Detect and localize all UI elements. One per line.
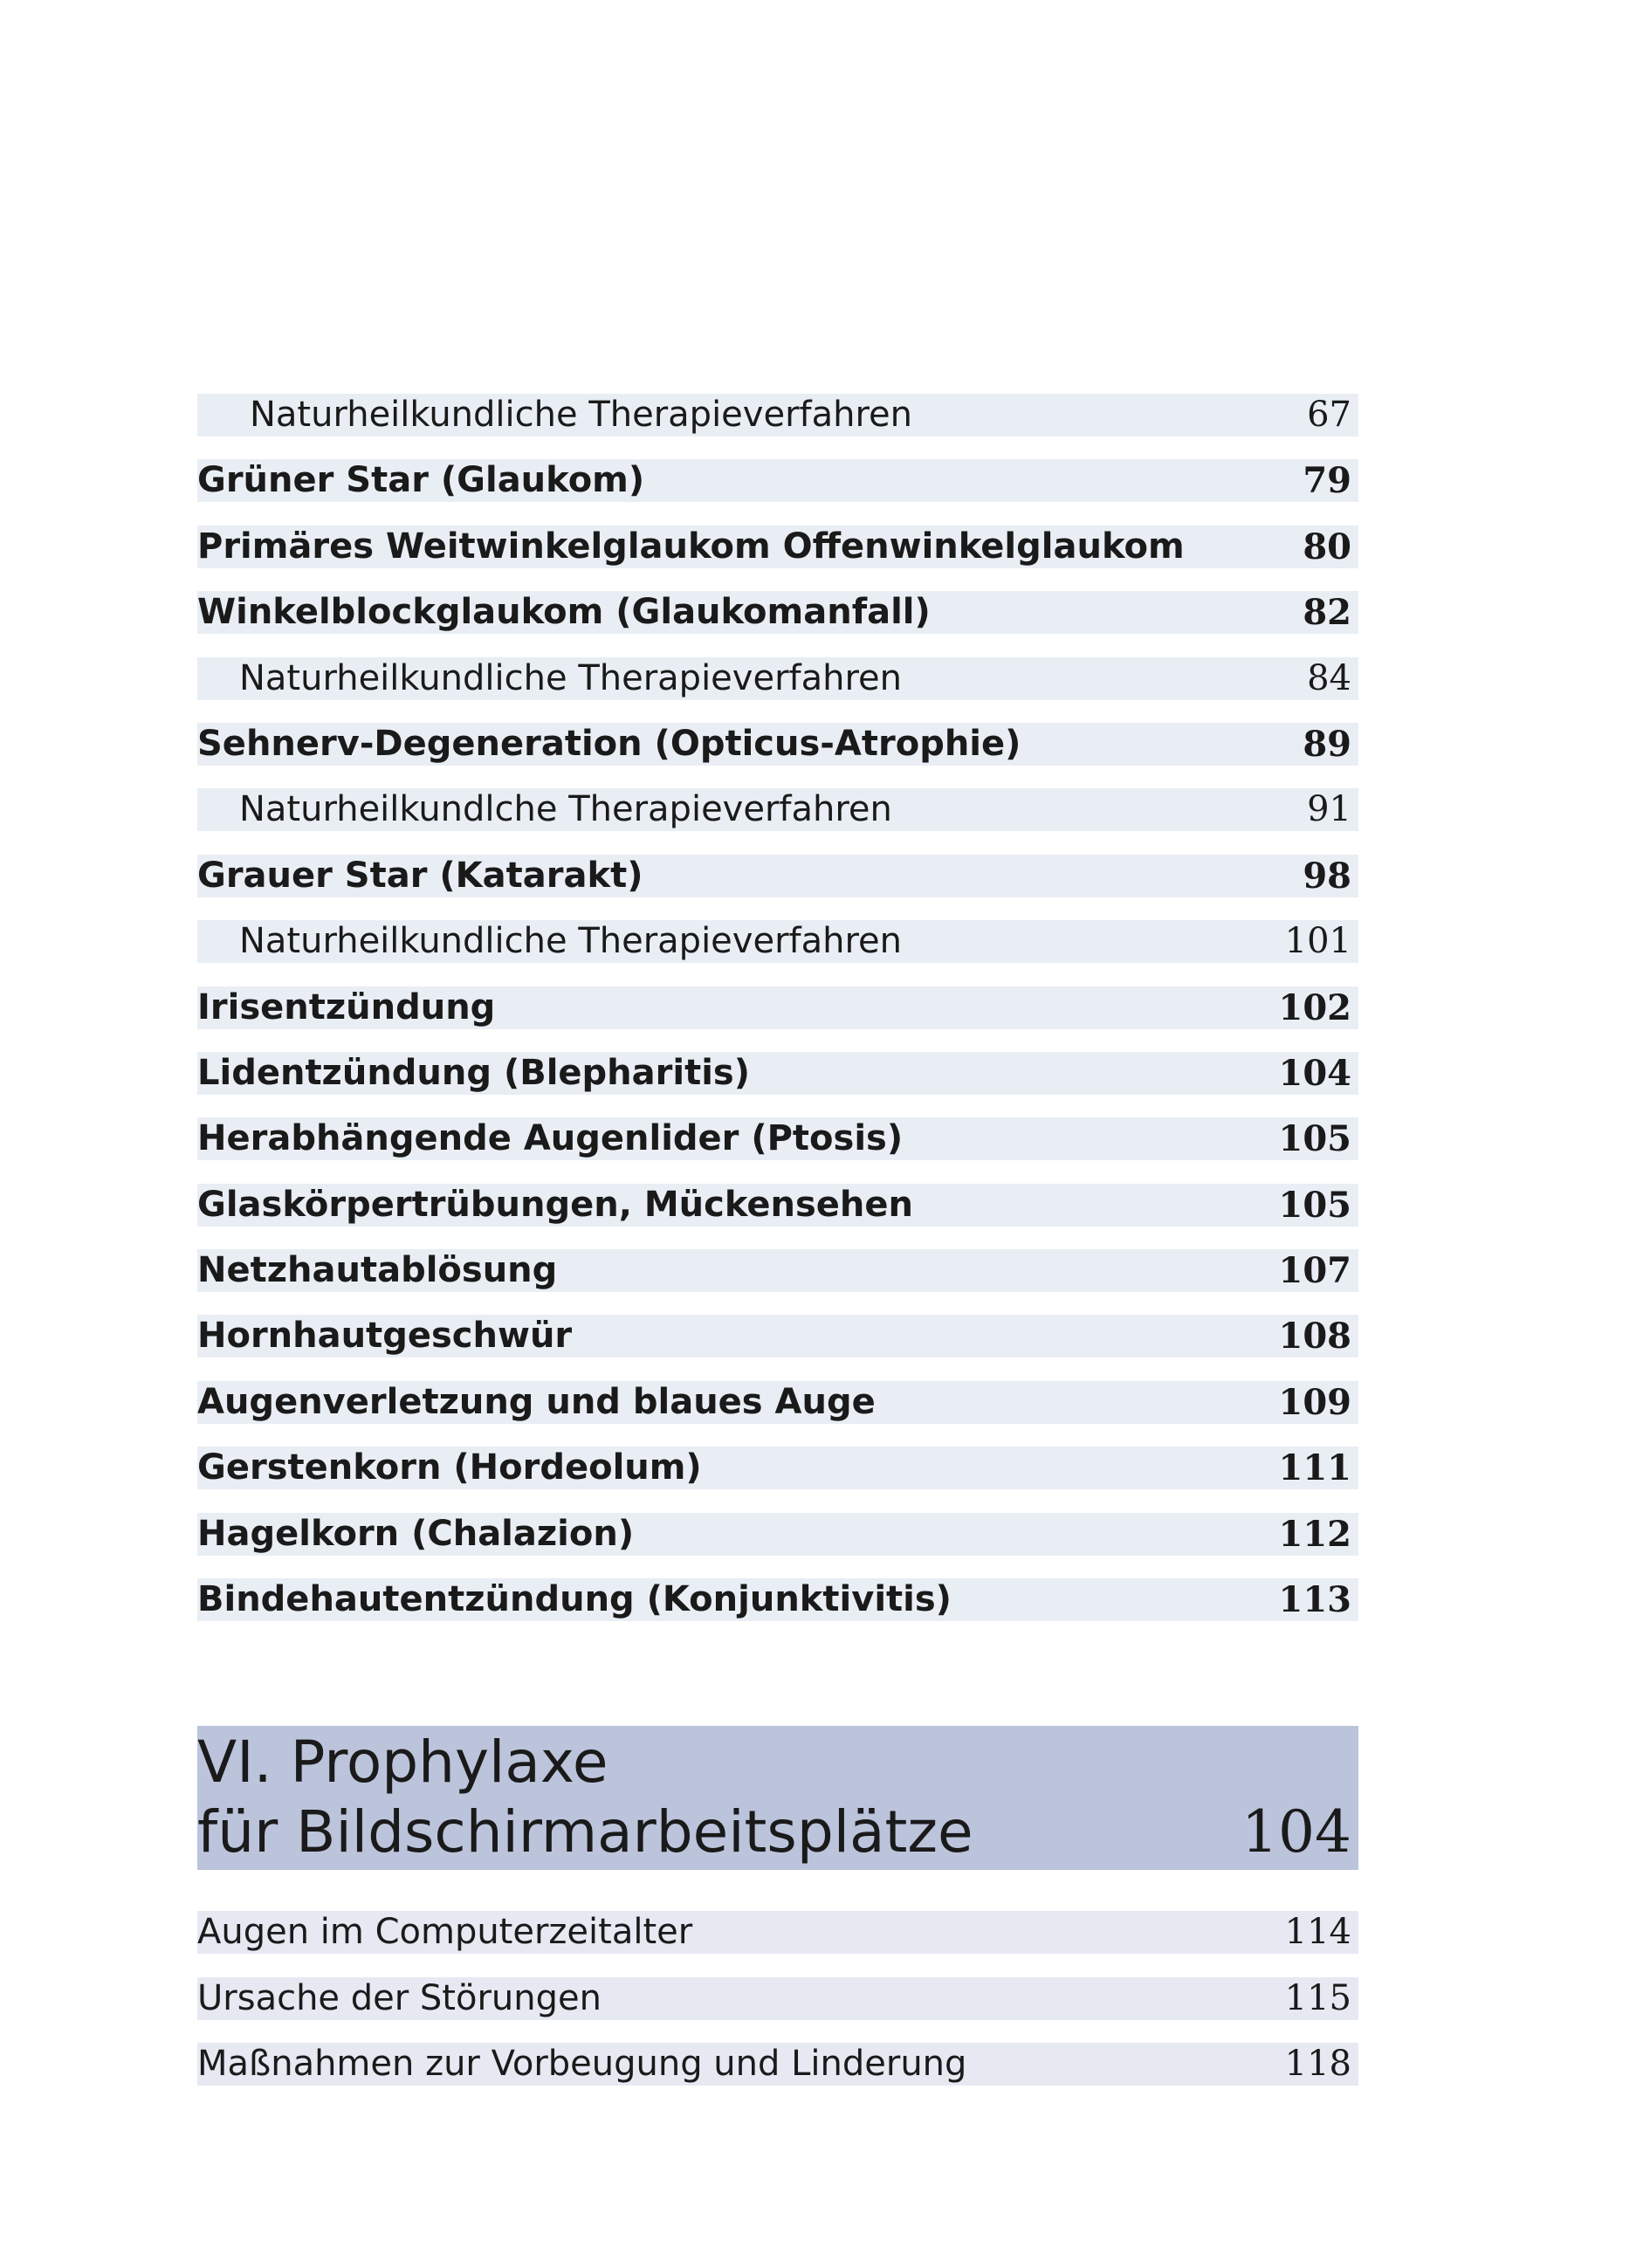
toc-entry-page: 89 [1303, 723, 1351, 765]
toc-entry[interactable] [197, 526, 1358, 568]
toc-entry[interactable] [197, 1578, 1358, 1621]
toc-entry-page: 107 [1278, 1250, 1351, 1292]
toc-entry-page: 79 [1303, 460, 1351, 502]
toc-entry-title: Grauer Star (Katarakt) [197, 855, 643, 896]
chapter-heading[interactable] [197, 1726, 1358, 1870]
chapter-entry-page: 115 [1284, 1977, 1351, 2018]
chapter-entries [197, 1911, 1358, 2109]
toc-entry-title: Gerstenkorn (Hordeolum) [197, 1447, 702, 1488]
chapter-entry-title: Maßnahmen zur Vorbeugung und Linderung [197, 2044, 967, 2084]
table-of-contents [197, 394, 1358, 1644]
toc-entry-title: Hagelkorn (Chalazion) [197, 1513, 635, 1554]
toc-entry[interactable] [197, 1117, 1358, 1160]
toc-entry-page: 98 [1303, 855, 1351, 897]
toc-entry[interactable] [197, 459, 1358, 502]
toc-entry-title: Herabhängende Augenlider (Ptosis) [197, 1118, 904, 1159]
toc-entry-title: Sehnerv-Degeneration (Opticus-Atrophie) [197, 723, 1021, 764]
toc-entry-title: Naturheilkundliche Therapieverfahren [239, 921, 902, 962]
toc-entry[interactable] [197, 1513, 1358, 1556]
toc-entry[interactable] [197, 1052, 1358, 1095]
toc-entry-page: 105 [1278, 1118, 1351, 1160]
toc-entry-title: Bindehautentzündung (Konjunktivitis) [197, 1579, 952, 1620]
toc-entry-title: Augenverletzung und blaues Auge [197, 1381, 876, 1422]
toc-entry-page: 113 [1278, 1579, 1351, 1621]
toc-entry-title: Glaskörpertrübungen, Mückensehen [197, 1184, 913, 1225]
toc-entry-page: 108 [1278, 1316, 1351, 1357]
toc-entry-page: 101 [1284, 921, 1351, 962]
chapter-entry-page: 118 [1284, 2044, 1351, 2084]
toc-entry[interactable] [197, 1447, 1358, 1489]
toc-entry[interactable] [197, 1315, 1358, 1357]
toc-entry[interactable] [197, 855, 1358, 897]
toc-entry-title: Naturheilkundliche Therapieverfahren [239, 657, 902, 698]
toc-entry-page: 104 [1278, 1052, 1351, 1094]
toc-entry[interactable] [197, 657, 1358, 700]
toc-entry-title: Naturheilkundlche Therapieverfahren [239, 789, 892, 830]
toc-entry[interactable] [197, 788, 1358, 831]
toc-entry-page: 82 [1303, 592, 1351, 634]
chapter-entry[interactable] [197, 1977, 1358, 2020]
toc-entry-title: Naturheilkundliche Therapieverfahren [250, 395, 912, 435]
toc-entry-title: Primäres Weitwinkelglaukom Offenwinkelglaukom [197, 526, 1185, 567]
toc-entry-page: 80 [1303, 526, 1351, 567]
toc-entry-title: Winkelblockglaukom (Glaukomanfall) [197, 592, 931, 633]
toc-entry-page: 91 [1307, 789, 1351, 830]
toc-entry-page: 102 [1278, 986, 1351, 1028]
toc-entry[interactable] [197, 920, 1358, 963]
chapter-entry-title: Ursache der Störungen [197, 1977, 602, 2018]
toc-entry-page: 109 [1278, 1381, 1351, 1423]
chapter-entry[interactable] [197, 2043, 1358, 2086]
chapter-entry[interactable] [197, 1911, 1358, 1954]
chapter-page-number: 104 [1241, 1798, 1351, 1866]
toc-entry-title: Grüner Star (Glaukom) [197, 460, 645, 501]
chapter-entry-page: 114 [1284, 1912, 1351, 1952]
toc-entry[interactable] [197, 986, 1358, 1029]
toc-entry-title: Netzhautablösung [197, 1250, 558, 1291]
toc-entry[interactable] [197, 1249, 1358, 1292]
toc-entry[interactable] [197, 1381, 1358, 1424]
toc-entry[interactable] [197, 394, 1358, 436]
chapter-entry-title: Augen im Computerzeitalter [197, 1912, 693, 1952]
toc-entry-page: 105 [1278, 1184, 1351, 1226]
chapter-title-line-1: VI. Prophylaxe [197, 1728, 608, 1796]
toc-entry-page: 112 [1278, 1513, 1351, 1555]
toc-entry-page: 67 [1307, 395, 1351, 435]
toc-entry[interactable] [197, 723, 1358, 766]
toc-entry-page: 111 [1278, 1447, 1351, 1489]
toc-entry-page: 84 [1307, 657, 1351, 698]
chapter-title-line-2: für Bildschirmarbeitsplätze [197, 1798, 973, 1866]
toc-entry-title: Irisentzündung [197, 986, 496, 1027]
toc-entry-title: Lidentzündung (Blepharitis) [197, 1052, 751, 1093]
toc-entry[interactable] [197, 1184, 1358, 1227]
toc-entry-title: Hornhautgeschwür [197, 1316, 573, 1357]
toc-entry[interactable] [197, 591, 1358, 634]
